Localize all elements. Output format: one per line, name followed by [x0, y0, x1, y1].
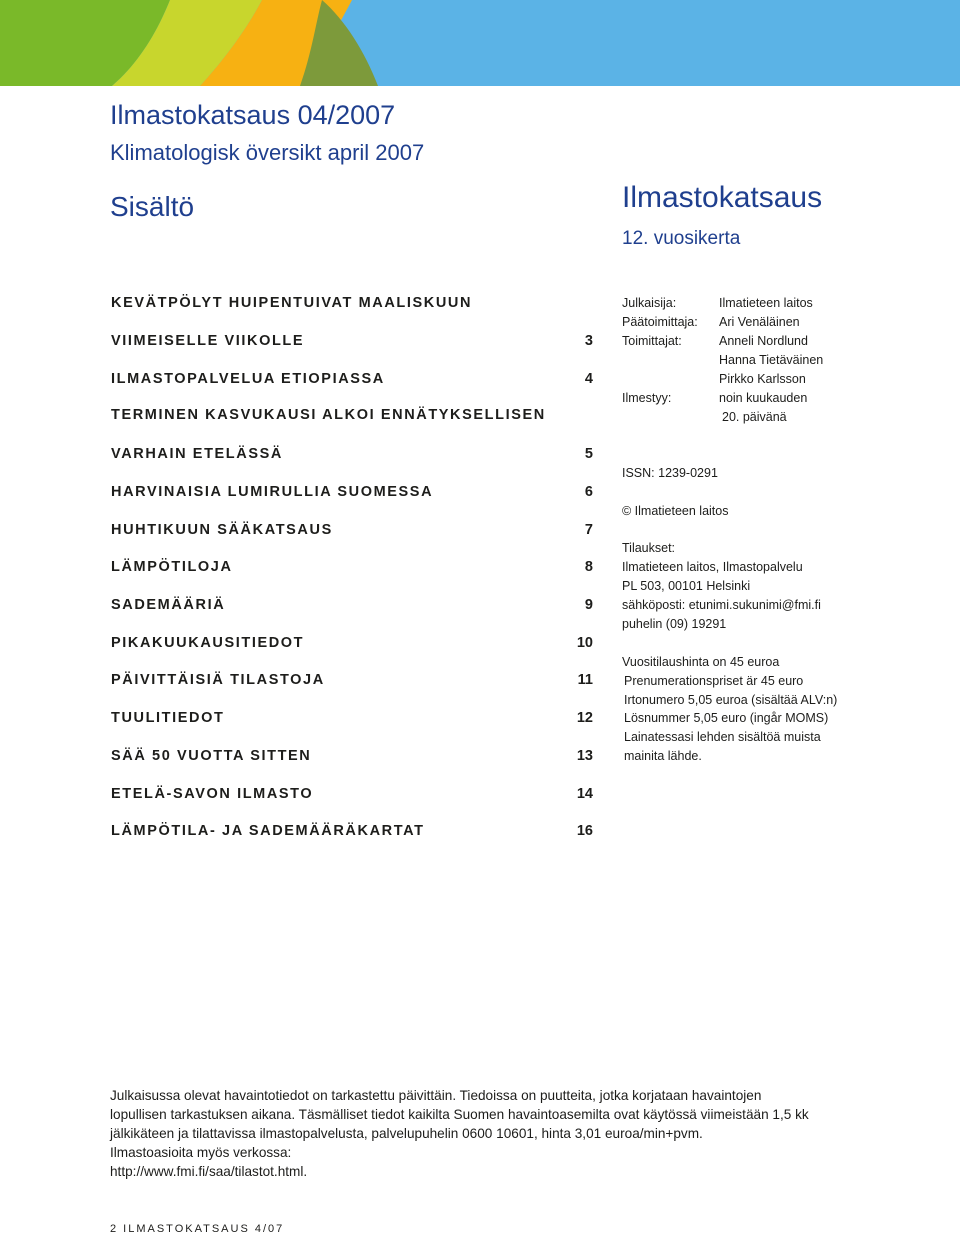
- citation-line: Lainatessasi lehden sisältöä muista: [624, 730, 821, 744]
- editors-label: Toimittajat:: [622, 334, 682, 348]
- editor-in-chief-value: Ari Venäläinen: [719, 315, 800, 329]
- toc-item-page: 6: [584, 484, 593, 500]
- toc-item-title[interactable]: HUHTIKUUN SÄÄKATSAUS: [111, 522, 333, 538]
- toc-item-title[interactable]: PÄIVITTÄISIÄ TILASTOJA: [111, 672, 325, 688]
- orders-phone: puhelin (09) 19291: [622, 617, 727, 631]
- editor-name: Pirkko Karlsson: [719, 372, 806, 386]
- orders-address: PL 503, 00101 Helsinki: [622, 579, 751, 593]
- toc-item-title[interactable]: LÄMPÖTILA- JA SADEMÄÄRÄKARTAT: [111, 823, 425, 839]
- toc-item-title[interactable]: VARHAIN ETELÄSSÄ: [111, 446, 283, 462]
- publication-name: Ilmastokatsaus: [622, 181, 823, 214]
- toc-item-title[interactable]: VIIMEISELLE VIIKOLLE: [111, 333, 305, 349]
- toc-item-page: 3: [584, 333, 593, 349]
- publisher-value: Ilmatieteen laitos: [719, 296, 813, 310]
- editor-in-chief-label: Päätoimittaja:: [622, 315, 698, 329]
- price-line: Vuositilaushinta on 45 euroa: [622, 655, 780, 669]
- toc-item-page: 7: [584, 522, 593, 538]
- toc-item-page: 16: [576, 823, 593, 839]
- price-line: Prenumerationspriset är 45 euro: [624, 674, 804, 688]
- appears-label: Ilmestyy:: [622, 391, 672, 405]
- issn: ISSN: 1239-0291: [622, 466, 718, 480]
- publication-volume: 12. vuosikerta: [622, 228, 741, 249]
- toc-item-title[interactable]: PIKAKUUKAUSITIEDOT: [111, 635, 305, 651]
- toc-item-title[interactable]: SÄÄ 50 VUOTTA SITTEN: [111, 748, 312, 764]
- appears-value: noin kuukauden: [719, 391, 808, 405]
- toc-item-title[interactable]: ILMASTOPALVELUA ETIOPIASSA: [111, 371, 385, 387]
- toc-item-page: 5: [584, 446, 593, 462]
- footer-page-label: 2 ILMASTOKATSAUS 4/07: [110, 1223, 285, 1235]
- toc-item-page: 9: [584, 597, 593, 613]
- notice-line: lopullisen tarkastuksen aikana. Täsmälliset tiedot kaikilta Suomen havaintoasemilta ovat käytössä viimeistään 1,5 kk: [110, 1107, 809, 1122]
- copyright: © Ilmatieteen laitos: [622, 504, 729, 518]
- appears-value: 20. päivänä: [722, 410, 787, 424]
- notice-url-link[interactable]: http://www.fmi.fi/saa/tilastot.html.: [110, 1164, 308, 1179]
- page-title: Ilmastokatsaus 04/2007: [110, 100, 396, 130]
- toc-item-title[interactable]: KEVÄTPÖLYT HUIPENTUIVAT MAALISKUUN: [111, 295, 473, 311]
- toc-item-page: 11: [577, 672, 593, 688]
- price-line: Irtonumero 5,05 euroa (sisältää ALV:n): [624, 693, 838, 707]
- notice-line: jälkikäteen ja tilattavissa ilmastopalvelusta, palvelupuhelin 0600 10601, hinta 3,01 euroa/min+pvm.: [110, 1126, 703, 1141]
- toc-item-page: 12: [576, 710, 593, 726]
- toc-item-page: 4: [584, 371, 593, 387]
- publisher-label: Julkaisija:: [622, 296, 677, 310]
- toc-item-title[interactable]: TERMINEN KASVUKAUSI ALKOI ENNÄTYKSELLISEN: [111, 407, 546, 423]
- toc-item-title[interactable]: SADEMÄÄRIÄ: [111, 597, 226, 613]
- notice-line: Ilmastoasioita myös verkossa:: [110, 1145, 292, 1160]
- notice-line: Julkaisussa olevat havaintotiedot on tarkastettu päivittäin. Tiedoissa on puutteita, jotka korjataan havaintojen: [110, 1088, 762, 1103]
- editor-name: Hanna Tietäväinen: [719, 353, 824, 367]
- toc-item-page: 14: [576, 786, 593, 802]
- header-banner: [0, 0, 960, 86]
- toc-item-page: 13: [576, 748, 593, 764]
- toc-item-title[interactable]: LÄMPÖTILOJA: [111, 559, 233, 575]
- toc-heading: Sisältö: [110, 191, 195, 222]
- toc-item-title[interactable]: TUULITIEDOT: [111, 710, 225, 726]
- editor-name: Anneli Nordlund: [719, 334, 808, 348]
- toc-item-title[interactable]: ETELÄ-SAVON ILMASTO: [111, 786, 314, 802]
- orders-label: Tilaukset:: [622, 541, 676, 555]
- toc-item-title[interactable]: HARVINAISIA LUMIRULLIA SUOMESSA: [111, 484, 434, 500]
- orders-org: Ilmatieteen laitos, Ilmastopalvelu: [622, 560, 803, 574]
- toc-item-page: 10: [576, 635, 593, 651]
- citation-line: mainita lähde.: [624, 749, 702, 763]
- page-subtitle: Klimatologisk översikt april 2007: [110, 140, 425, 165]
- toc-item-page: 8: [584, 559, 593, 575]
- price-line: Lösnummer 5,05 euro (ingår MOMS): [624, 711, 829, 725]
- orders-email[interactable]: sähköposti: etunimi.sukunimi@fmi.fi: [622, 598, 821, 612]
